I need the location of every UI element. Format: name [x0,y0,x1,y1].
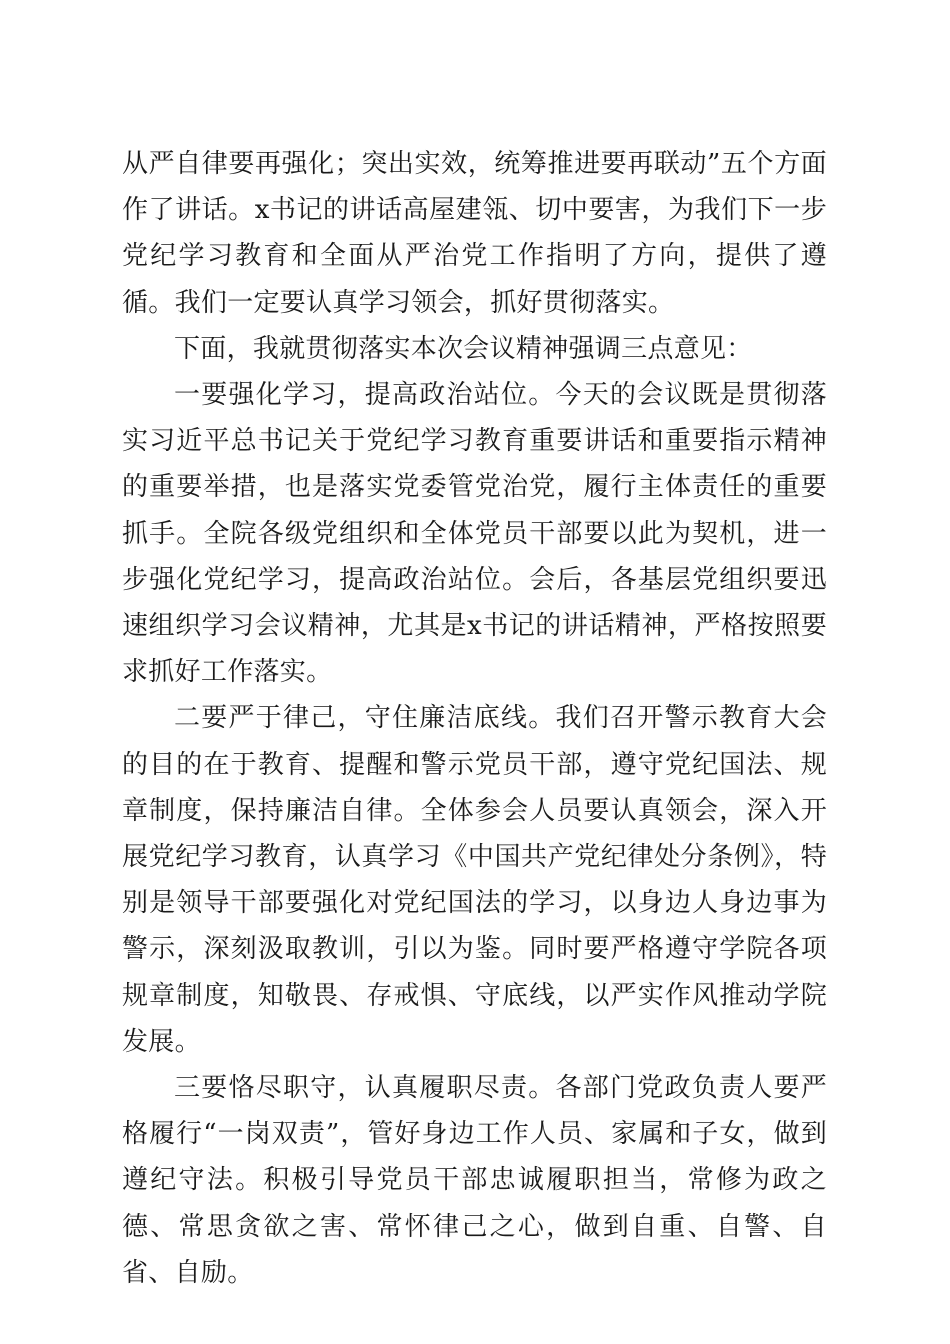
paragraph-point-one: 一要强化学习，提高政治站位。今天的会议既是贯彻落实习近平总书记关于党纪学习教育重要讲话和重要指示精神的重要举措，也是落实党委管党治党，履行主体责任的重要抓手。全院各级党组织和全体党员干部要以此为契机，进一步强化党纪学习，提高政治站位。会后，各基层党组织要迅速组织学习会议精神，尤其是x书记的讲话精神，严格按照要求抓好工作落实。 [122,380,827,688]
paragraph-intro: 下面，我就贯彻落实本次会议精神强调三点意见： [174,333,753,364]
document-body [122,141,827,1296]
paragraph-point-two: 二要严于律己，守住廉洁底线。我们召开警示教育大会的目的在于教育、提醒和警示党员干部，遵守党纪国法、规章制度，保持廉洁自律。全体参会人员要认真领会，深入开展党纪学习教育，认真学习《中国共产党纪律处分条例》，特别是领导干部要强化对党纪国法的学习，以身边人身边事为警示，深刻汲取教训，引以为鉴。同时要严格遵守学院各项规章制度，知敬畏、存戒惧、守底线，以严实作风推动学院发展。 [122,703,827,1057]
paragraph-point-three: 三要恪尽职守，认真履职尽责。各部门党政负责人要严格履行“一岗双责”，管好身边工作人员、家属和子女，做到遵纪守法。积极引导党员干部忠诚履职担当，常修为政之德、常思贪欲之害、常怀律己之心，做到自重、自警、自省、自励。 [122,1073,827,1288]
paragraph-continuation: 从严自律要再强化；突出实效，统筹推进要再联动”五个方面作了讲话。x书记的讲话高屋建瓴、切中要害，为我们下一步党纪学习教育和全面从严治党工作指明了方向，提供了遵循。我们一定要认真学习领会，抓好贯彻落实。 [122,149,827,318]
